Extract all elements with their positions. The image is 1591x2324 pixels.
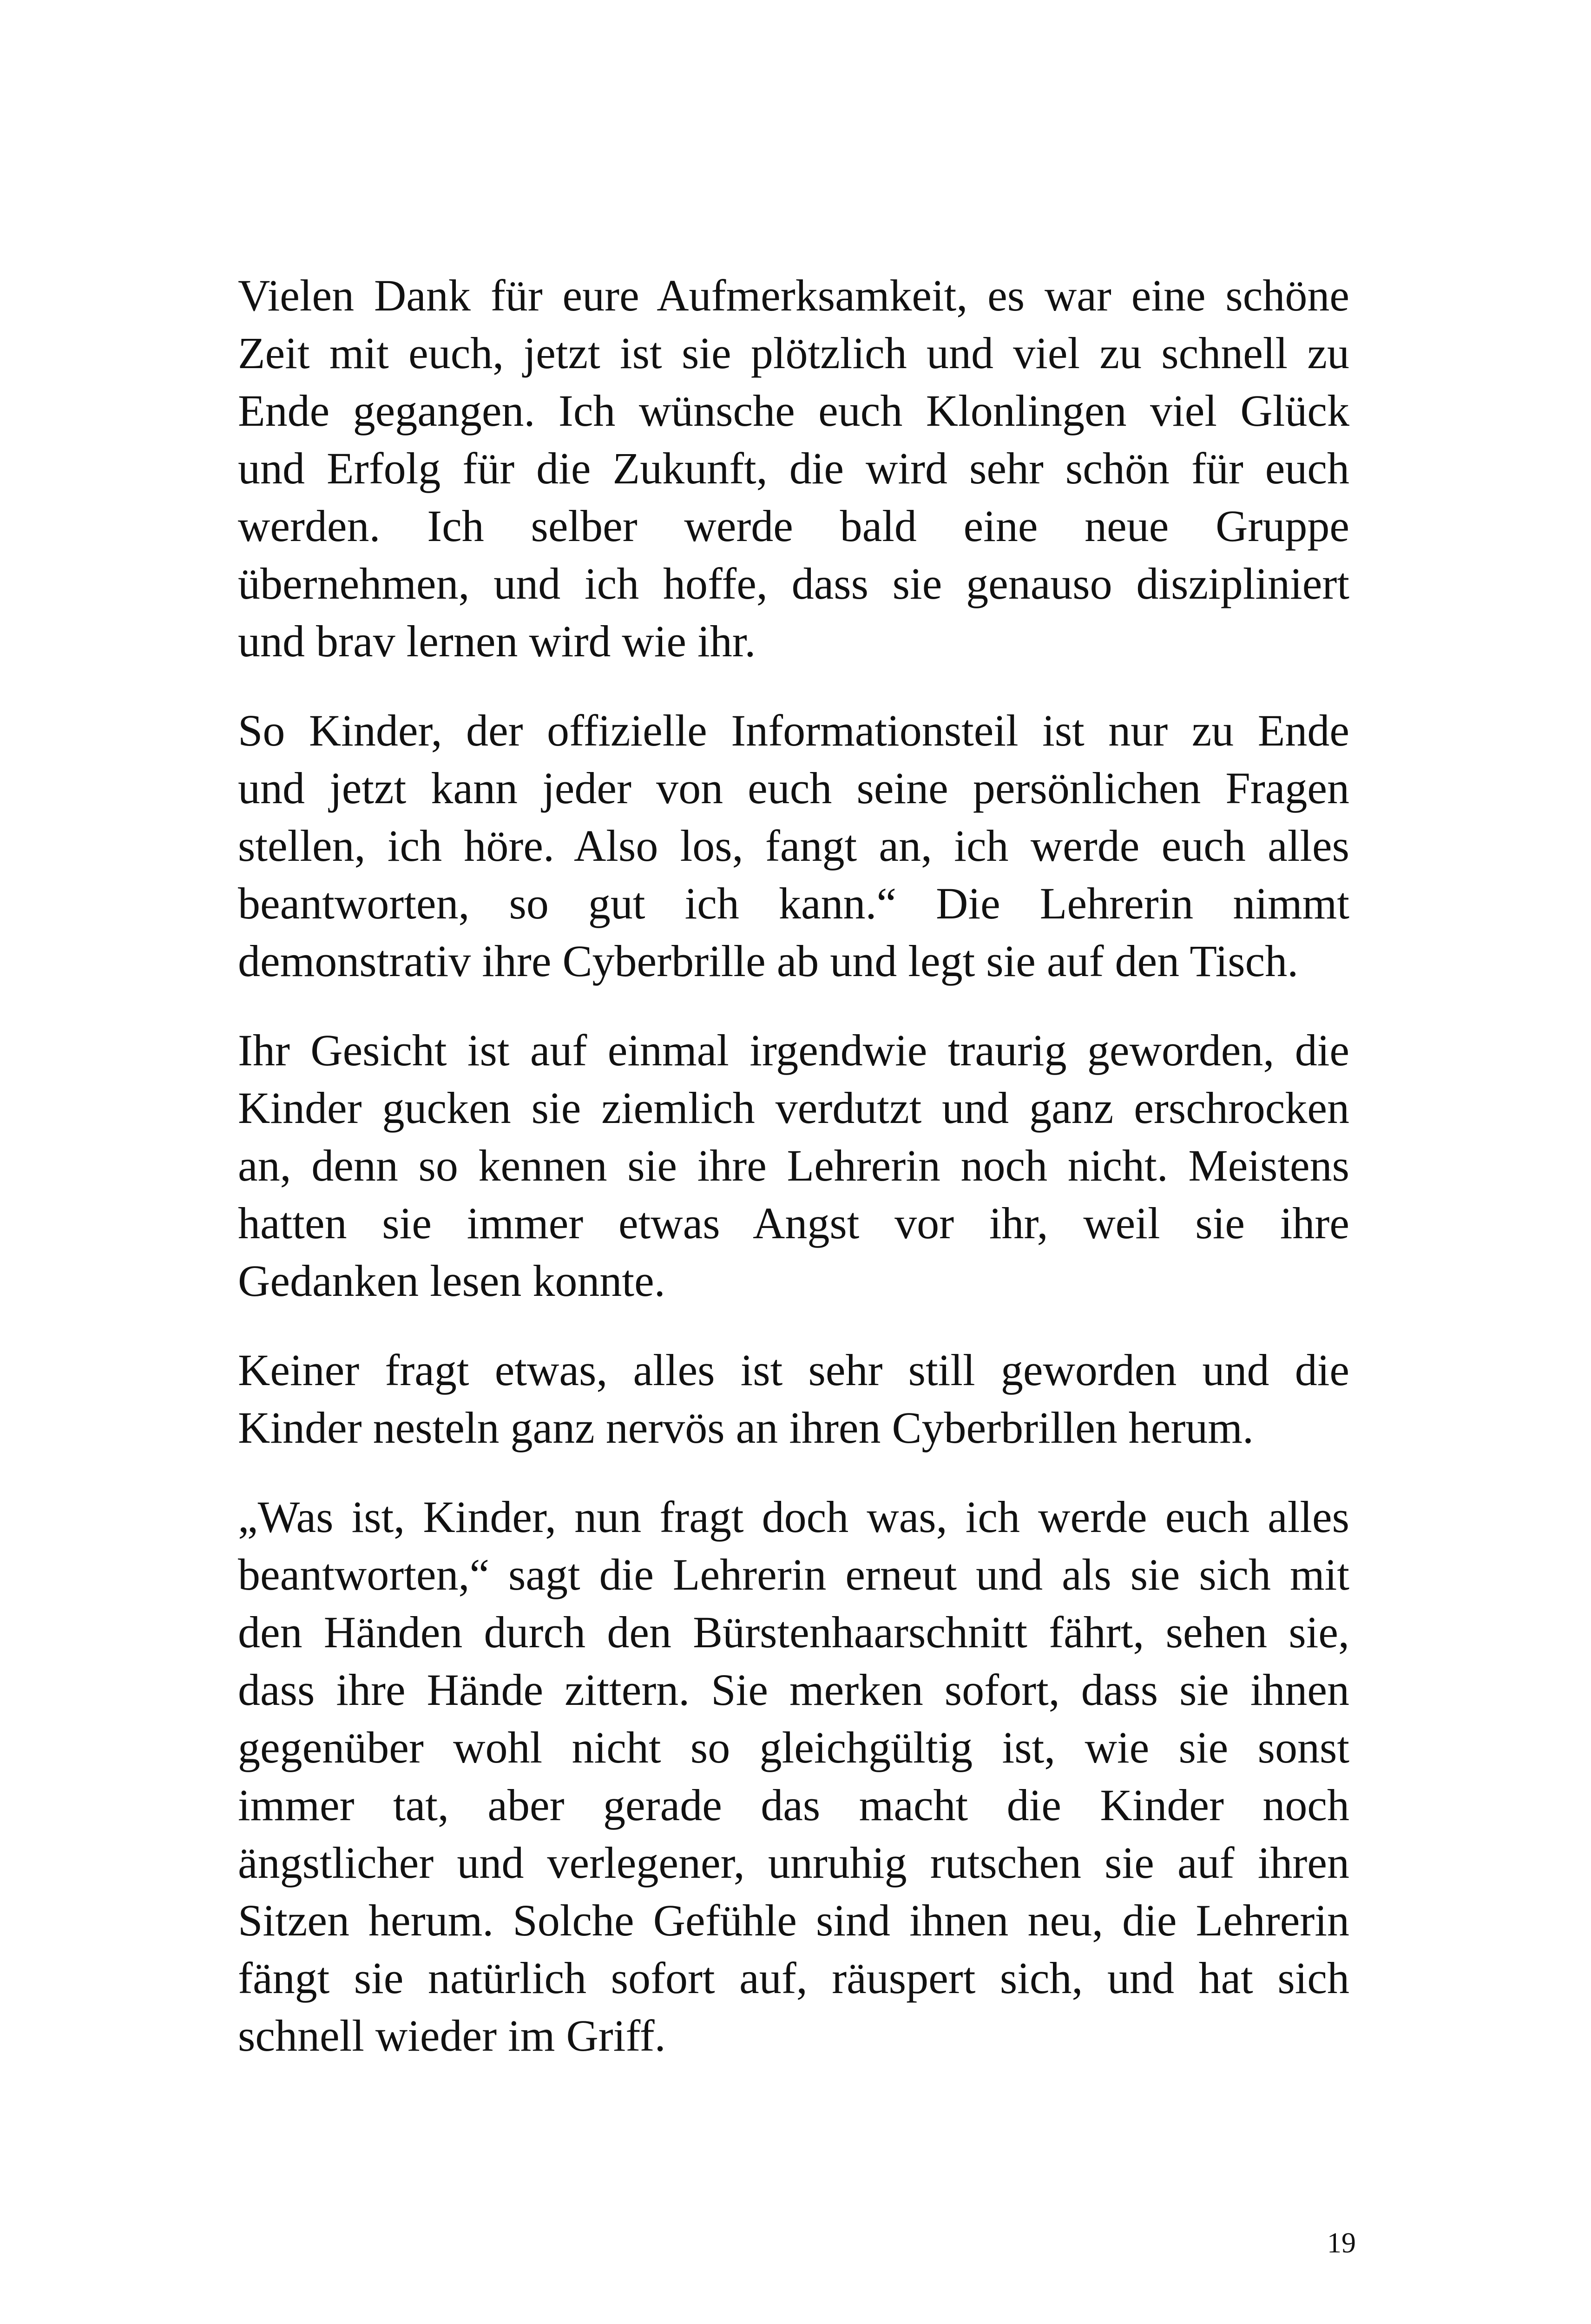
page-number: 19 bbox=[1327, 2227, 1356, 2259]
text-line: an, denn so kennen sie ihre Lehrerin noch nicht. Meistens bbox=[238, 1141, 1349, 1190]
text-line: gegenüber wohl nicht so gleichgültig ist, wie sie sonst bbox=[238, 1723, 1349, 1772]
text-line: demonstrativ ihre Cyberbrille ab und legt sie auf den Tisch. bbox=[238, 936, 1299, 986]
text-line: ängstlicher und verlegener, unruhig rutschen sie auf ihren bbox=[238, 1838, 1349, 1888]
text-line: übernehmen, und ich hoffe, dass sie genauso diszipliniert bbox=[238, 559, 1349, 608]
text-line: den Händen durch den Bürstenhaarschnitt fährt, sehen sie, bbox=[238, 1607, 1349, 1657]
paragraph-4 bbox=[238, 1341, 1349, 1457]
text-line: und Erfolg für die Zukunft, die wird sehr schön für euch bbox=[238, 443, 1349, 493]
text-line: stellen, ich höre. Also los, fangt an, ich werde euch alles bbox=[238, 821, 1349, 871]
text-line: schnell wieder im Griff. bbox=[238, 2011, 666, 2060]
paragraph-2 bbox=[238, 702, 1349, 990]
body-text bbox=[238, 267, 1349, 2096]
text-line: Sitzen herum. Solche Gefühle sind ihnen neu, die Lehrerin bbox=[238, 1895, 1349, 1945]
paragraph-3 bbox=[238, 1022, 1349, 1310]
text-line: hatten sie immer etwas Angst vor ihr, weil sie ihre bbox=[238, 1198, 1349, 1248]
text-line: Zeit mit euch, jetzt ist sie plötzlich und viel zu schnell zu bbox=[238, 328, 1349, 378]
text-line: beantworten, so gut ich kann.“ Die Lehrerin nimmt bbox=[238, 878, 1349, 928]
text-line: beantworten,“ sagt die Lehrerin erneut und als sie sich mit bbox=[238, 1550, 1349, 1599]
text-line: Keiner fragt etwas, alles ist sehr still geworden und die bbox=[238, 1345, 1349, 1395]
text-line: So Kinder, der offizielle Informationsteil ist nur zu Ende bbox=[238, 706, 1349, 755]
text-line: Vielen Dank für eure Aufmerksamkeit, es war eine schöne bbox=[238, 271, 1349, 320]
text-line: und brav lernen wird wie ihr. bbox=[238, 616, 756, 666]
text-line: Gedanken lesen konnte. bbox=[238, 1256, 665, 1306]
text-line: werden. Ich selber werde bald eine neue Gruppe bbox=[238, 501, 1349, 551]
text-line: Kinder nesteln ganz nervös an ihren Cyberbrillen herum. bbox=[238, 1403, 1254, 1452]
paragraph-5 bbox=[238, 1488, 1349, 2065]
text-line: dass ihre Hände zittern. Sie merken sofort, dass sie ihnen bbox=[238, 1665, 1349, 1715]
text-line: und jetzt kann jeder von euch seine persönlichen Fragen bbox=[238, 763, 1349, 813]
text-line: Ende gegangen. Ich wünsche euch Klonlingen viel Glück bbox=[238, 386, 1349, 436]
text-line: „Was ist, Kinder, nun fragt doch was, ich werde euch alles bbox=[238, 1492, 1349, 1542]
text-line: immer tat, aber gerade das macht die Kinder noch bbox=[238, 1780, 1349, 1830]
text-line: Ihr Gesicht ist auf einmal irgendwie traurig geworden, die bbox=[238, 1025, 1349, 1075]
text-line: fängt sie natürlich sofort auf, räuspert sich, und hat sich bbox=[238, 1953, 1349, 2003]
paragraph-1 bbox=[238, 267, 1349, 670]
text-line: Kinder gucken sie ziemlich verdutzt und ganz erschrocken bbox=[238, 1083, 1349, 1133]
